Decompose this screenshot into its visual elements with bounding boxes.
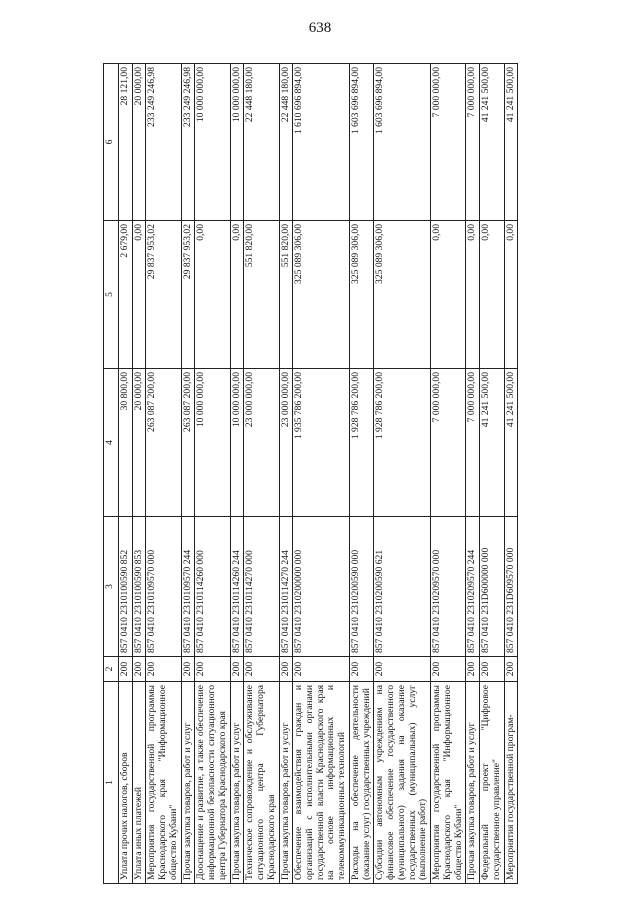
cell-v5: 2 679,00	[119, 221, 133, 369]
cell-v5: 0,00	[230, 221, 244, 369]
cell-name: Дооснащение и развитие, а также обеспечение информационной безопасности ситуационного центра Губернатора Краснодарского края	[195, 682, 230, 884]
table-row	[504, 64, 518, 884]
cell-name: Уплата прочих налогов, сборов	[119, 682, 133, 884]
cell-name: Техническое сопровождение и обслуживание ситуационного центра Губернатора Краснодарского края	[244, 682, 279, 884]
cell-v4: 41 241 500,00	[480, 369, 504, 517]
cell-code: 857 0410 2310114260 244	[230, 517, 244, 657]
cell-v6: 10 000 000,00	[195, 64, 230, 221]
column-header-4: 4	[104, 369, 119, 517]
cell-code: 857 0410 2310114260 000	[195, 517, 230, 657]
table-row	[181, 64, 195, 884]
cell-c2: 200	[374, 657, 431, 682]
cell-v4: 263 087 200,00	[146, 369, 181, 517]
cell-c2: 200	[293, 657, 350, 682]
rotated-table-wrapper	[103, 64, 640, 884]
cell-name: Прочая закупка товаров, работ и услуг	[466, 682, 480, 884]
cell-v6: 7 000 000,00	[431, 64, 466, 221]
cell-code: 857 0410 2310114270 244	[279, 517, 293, 657]
cell-c2: 200	[480, 657, 504, 682]
cell-v6: 28 121,00	[119, 64, 133, 221]
cell-v4: 7 000 000,00	[466, 369, 480, 517]
cell-v6: 22 448 180,00	[244, 64, 279, 221]
cell-v6: 1 610 696 894,00	[293, 64, 350, 221]
cell-name: Прочая закупка товаров, работ и услуг	[181, 682, 195, 884]
cell-v6: 10 000 000,00	[230, 64, 244, 221]
cell-v6: 7 000 000,00	[466, 64, 480, 221]
table-row	[132, 64, 146, 884]
cell-v6: 22 448 180,00	[279, 64, 293, 221]
cell-v5: 325 089 306,00	[349, 221, 373, 369]
cell-v5: 29 837 953,02	[181, 221, 195, 369]
cell-v4: 10 000 000,00	[195, 369, 230, 517]
column-header-2: 2	[104, 657, 119, 682]
cell-name: Прочая закупка товаров, работ и услуг	[230, 682, 244, 884]
table-row	[244, 64, 279, 884]
cell-v6: 41 241 500,00	[504, 64, 518, 221]
cell-c2: 200	[181, 657, 195, 682]
cell-code: 857 0410 2310109570 000	[146, 517, 181, 657]
cell-c2: 200	[504, 657, 518, 682]
cell-name: Мероприятия государственной программы Краснодарского края "Информационное общество Кубани"	[146, 682, 181, 884]
cell-c2: 200	[195, 657, 230, 682]
cell-code: 857 0410 2310200590 000	[349, 517, 373, 657]
cell-code: 857 0410 2310209570 244	[466, 517, 480, 657]
cell-name: Обеспечение взаимодействия граждан и организаций с исполнительными органами государственной власти Краснодарского края на основе информационных и телекоммуникационных технологий	[293, 682, 350, 884]
cell-v4: 1 928 786 200,00	[374, 369, 431, 517]
table-row	[195, 64, 230, 884]
table-row	[279, 64, 293, 884]
table-row	[146, 64, 181, 884]
cell-code: 857 0410 2310200000 000	[293, 517, 350, 657]
cell-v5: 325 089 306,00	[374, 221, 431, 369]
cell-v5: 0,00	[132, 221, 146, 369]
cell-c2: 200	[279, 657, 293, 682]
cell-name: Расходы на обеспечение деятельности (оказание услуг) государственных учреждений	[349, 682, 373, 884]
cell-v5: 0,00	[466, 221, 480, 369]
table-row	[119, 64, 133, 884]
cell-v5: 0,00	[195, 221, 230, 369]
cell-code: 857 0410 231D609570 000	[504, 517, 518, 657]
table-row	[431, 64, 466, 884]
cell-v4: 20 000,00	[132, 369, 146, 517]
cell-v6: 1 603 696 894,00	[349, 64, 373, 221]
cell-c2: 200	[431, 657, 466, 682]
table-row	[480, 64, 504, 884]
cell-v4: 7 000 000,00	[431, 369, 466, 517]
cell-c2: 200	[466, 657, 480, 682]
table-body	[119, 64, 518, 884]
table-row	[349, 64, 373, 884]
cell-code: 857 0410 2310200590 621	[374, 517, 431, 657]
cell-v5: 29 837 953,02	[146, 221, 181, 369]
budget-table	[103, 63, 518, 884]
cell-code: 857 0410 2310209570 000	[431, 517, 466, 657]
cell-v4: 1 928 786 200,00	[349, 369, 373, 517]
cell-v5: 551 820,00	[244, 221, 279, 369]
cell-v5: 0,00	[431, 221, 466, 369]
cell-v6: 20 000,00	[132, 64, 146, 221]
cell-v4: 263 087 200,00	[181, 369, 195, 517]
cell-v5: 0,00	[480, 221, 504, 369]
page-number: 638	[308, 20, 332, 36]
cell-v4: 23 000 000,00	[279, 369, 293, 517]
cell-v6: 41 241 500,00	[480, 64, 504, 221]
cell-code: 857 0410 2310100590 852	[119, 517, 133, 657]
cell-name: Мероприятия государственной программы Краснодарского края "Информационное общество Кубани"	[431, 682, 466, 884]
cell-v5: 0,00	[504, 221, 518, 369]
column-header-6: 6	[104, 64, 119, 221]
cell-name: Уплата иных платежей	[132, 682, 146, 884]
column-header-3: 3	[104, 517, 119, 657]
table-row	[293, 64, 350, 884]
column-header-5: 5	[104, 221, 119, 369]
cell-name: Прочая закупка товаров, работ и услуг	[279, 682, 293, 884]
cell-v4: 41 241 500,00	[504, 369, 518, 517]
cell-v4: 10 000 000,00	[230, 369, 244, 517]
cell-c2: 200	[349, 657, 373, 682]
cell-v6: 1 603 696 894,00	[374, 64, 431, 221]
cell-v4: 30 800,00	[119, 369, 133, 517]
column-header-1: 1	[104, 682, 119, 884]
cell-c2: 200	[132, 657, 146, 682]
table-row	[230, 64, 244, 884]
table-row	[466, 64, 480, 884]
cell-c2: 200	[230, 657, 244, 682]
cell-v6: 233 249 246,98	[181, 64, 195, 221]
cell-name: Субсидии автономным учреждениям на финансовое обеспечение государственного (муниципального) задания на оказание государственных (муниципальных) услуг (выполнение работ)	[374, 682, 431, 884]
cell-code: 857 0410 2310114270 000	[244, 517, 279, 657]
cell-name: Мероприятия государственной програм-	[504, 682, 518, 884]
cell-v5: 325 089 306,00	[293, 221, 350, 369]
cell-name: Федеральный проект "Цифровое государственное управление"	[480, 682, 504, 884]
cell-v4: 23 000 000,00	[244, 369, 279, 517]
table-row	[374, 64, 431, 884]
header-row	[104, 64, 119, 884]
cell-c2: 200	[244, 657, 279, 682]
cell-code: 857 0410 2310109570 244	[181, 517, 195, 657]
cell-code: 857 0410 2310100590 853	[132, 517, 146, 657]
cell-v5: 551 820,00	[279, 221, 293, 369]
cell-c2: 200	[119, 657, 133, 682]
cell-code: 857 0410 231D600000 000	[480, 517, 504, 657]
cell-c2: 200	[146, 657, 181, 682]
cell-v4: 1 935 786 200,00	[293, 369, 350, 517]
cell-v6: 233 249 246,98	[146, 64, 181, 221]
